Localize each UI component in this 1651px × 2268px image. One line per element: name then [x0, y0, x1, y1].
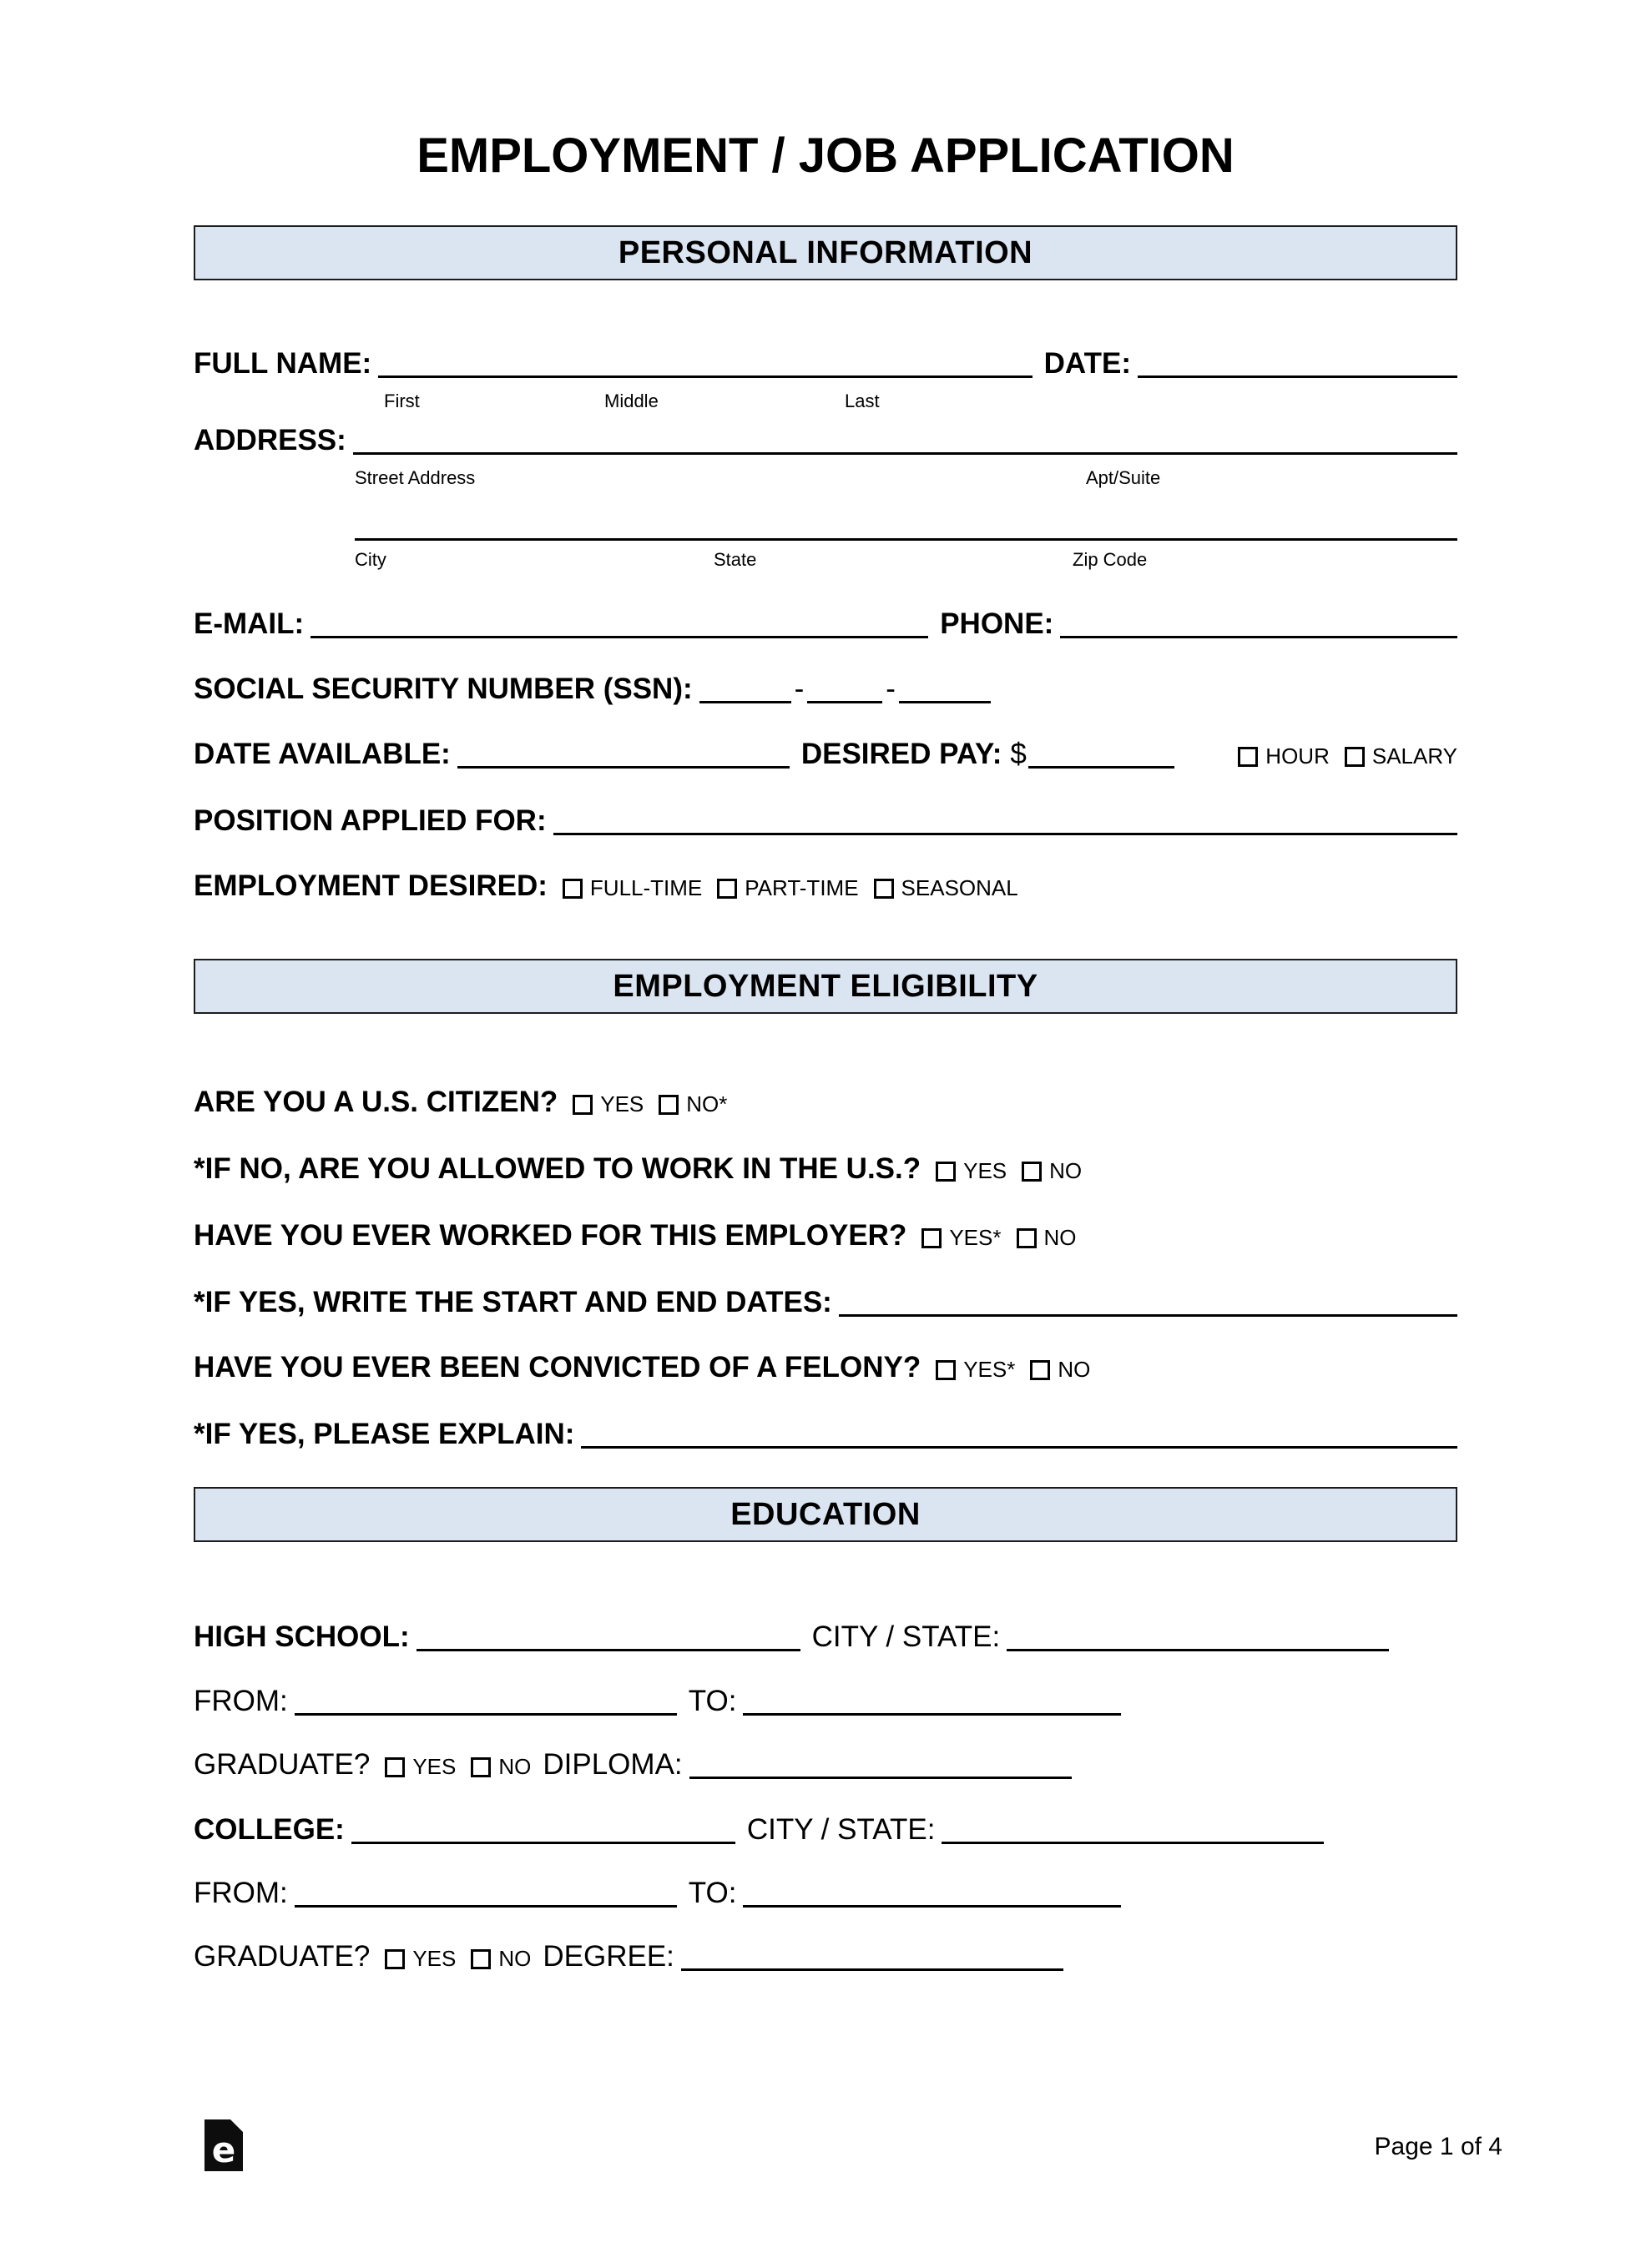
question-allowed-to-work: [194, 1151, 1457, 1189]
section-header-personal-information: [194, 225, 1457, 280]
worked-no-option: [1017, 1217, 1077, 1256]
question-worked-for-employer: [194, 1217, 1457, 1256]
ssn-part1-input-line[interactable]: [699, 678, 791, 703]
section-header-label: EDUCATION: [730, 1496, 921, 1532]
question-label: HAVE YOU EVER BEEN CONVICTED OF A FELONY?: [194, 1351, 921, 1383]
hour-label: HOUR: [1265, 743, 1330, 769]
seasonal-label: SEASONAL: [901, 875, 1018, 900]
address-sublabels-row1: [194, 467, 1457, 489]
full-time-checkbox[interactable]: [563, 879, 583, 899]
hs-graduate-no-label: NO: [498, 1754, 532, 1779]
seasonal-checkbox[interactable]: [874, 879, 894, 899]
worked-yes-checkbox[interactable]: [921, 1228, 942, 1248]
question-felony: [194, 1349, 1457, 1388]
apt-suite-sublabel: Apt/Suite: [1086, 467, 1161, 488]
form-row-ssn: [194, 671, 1457, 708]
hs-graduate-yes-label: YES: [412, 1754, 457, 1779]
pay-hour-option: [1238, 736, 1330, 774]
employment-desired-label: EMPLOYMENT DESIRED:: [194, 869, 548, 902]
diploma-input-line[interactable]: [689, 1754, 1072, 1779]
position-input-line[interactable]: [553, 810, 1457, 835]
allowed-no-label: NO: [1049, 1158, 1083, 1183]
date-input-line[interactable]: [1138, 353, 1457, 378]
degree-label: DEGREE:: [543, 1940, 674, 1973]
college-graduate-no-checkbox[interactable]: [471, 1949, 491, 1969]
felony-explain-input-line[interactable]: [581, 1424, 1457, 1449]
ssn-part2-input-line[interactable]: [807, 678, 882, 703]
street-address-input-line[interactable]: [353, 430, 1457, 455]
hs-graduate-yes-option: [385, 1746, 456, 1785]
ssn-separator-1: -: [794, 673, 805, 705]
hs-city-state-input-line[interactable]: [1007, 1626, 1389, 1651]
full-time-option: [563, 868, 702, 906]
form-row-address-line2: [194, 511, 1457, 536]
hs-graduate-no-checkbox[interactable]: [471, 1757, 491, 1777]
college-from-label: FROM:: [194, 1877, 288, 1909]
part-time-label: PART-TIME: [745, 875, 859, 900]
pay-salary-option: [1345, 736, 1457, 774]
allowed-no-checkbox[interactable]: [1022, 1162, 1042, 1182]
college-graduate-yes-label: YES: [412, 1946, 457, 1971]
high-school-label: HIGH SCHOOL:: [194, 1620, 410, 1653]
hs-graduate-no-option: [471, 1746, 531, 1785]
degree-input-line[interactable]: [681, 1946, 1063, 1971]
college-input-line[interactable]: [351, 1819, 735, 1844]
high-school-input-line[interactable]: [417, 1626, 800, 1651]
start-end-dates-input-line[interactable]: [839, 1292, 1457, 1317]
page-title: EMPLOYMENT / JOB APPLICATION: [417, 129, 1234, 183]
first-name-sublabel: First: [384, 391, 420, 411]
hs-graduate-yes-checkbox[interactable]: [385, 1757, 405, 1777]
full-time-label: FULL-TIME: [589, 875, 703, 900]
date-available-input-line[interactable]: [457, 743, 790, 769]
college-city-state-label: CITY / STATE:: [746, 1813, 936, 1846]
citizen-no-option: [659, 1084, 727, 1122]
state-sublabel: State: [714, 549, 757, 570]
college-graduate-no-option: [471, 1938, 531, 1977]
part-time-checkbox[interactable]: [717, 879, 737, 899]
form-row-email-phone: [194, 606, 1457, 643]
hs-graduate-label: GRADUATE?: [194, 1748, 371, 1781]
section-header-label: PERSONAL INFORMATION: [618, 234, 1033, 270]
college-graduate-yes-checkbox[interactable]: [385, 1949, 405, 1969]
form-row-employment-desired: [194, 868, 1457, 906]
address-sublabels-row2: [194, 549, 1457, 571]
salary-label: SALARY: [1371, 743, 1457, 769]
form-row-high-school: [194, 1619, 1457, 1656]
question-label: HAVE YOU EVER WORKED FOR THIS EMPLOYER?: [194, 1219, 907, 1252]
allowed-yes-label: YES: [963, 1158, 1007, 1183]
felony-no-checkbox[interactable]: [1030, 1360, 1050, 1380]
position-applied-for-label: POSITION APPLIED FOR:: [194, 804, 547, 837]
allowed-yes-option: [936, 1151, 1007, 1189]
address-label: ADDRESS:: [194, 424, 346, 456]
section-header-label: EMPLOYMENT ELIGIBILITY: [613, 968, 1038, 1004]
street-address-sublabel: Street Address: [355, 467, 476, 488]
college-to-input-line[interactable]: [743, 1882, 1121, 1908]
felony-yes-checkbox[interactable]: [936, 1360, 956, 1380]
hs-to-label: TO:: [688, 1685, 737, 1717]
section-header-employment-eligibility: [194, 959, 1457, 1014]
question-label: *IF NO, ARE YOU ALLOWED TO WORK IN THE U.S.?: [194, 1152, 921, 1185]
hs-from-label: FROM:: [194, 1685, 288, 1717]
felony-yes-label: YES*: [963, 1357, 1016, 1382]
ssn-part3-input-line[interactable]: [899, 678, 991, 703]
question-label: *IF YES, WRITE THE START AND END DATES:: [194, 1286, 832, 1318]
question-label: *IF YES, PLEASE EXPLAIN:: [194, 1418, 575, 1450]
salary-checkbox[interactable]: [1345, 747, 1365, 767]
desired-pay-label: DESIRED PAY:: [800, 738, 1002, 770]
question-label: ARE YOU A U.S. CITIZEN?: [194, 1086, 558, 1118]
hs-city-state-label: CITY / STATE:: [811, 1620, 1001, 1653]
full-name-input-line[interactable]: [378, 353, 1032, 378]
worked-no-label: NO: [1043, 1225, 1077, 1250]
form-row-position: [194, 803, 1457, 839]
hs-to-input-line[interactable]: [743, 1691, 1121, 1716]
date-label: DATE:: [1043, 347, 1131, 380]
college-graduate-label: GRADUATE?: [194, 1940, 371, 1973]
city-sublabel: City: [355, 549, 386, 570]
form-row-college-from-to: [194, 1875, 1457, 1912]
diploma-label: DIPLOMA:: [543, 1748, 683, 1781]
ssn-separator-2: -: [886, 673, 896, 705]
section-header-education: [194, 1487, 1457, 1542]
currency-symbol: $: [1010, 738, 1027, 770]
college-to-label: TO:: [688, 1877, 737, 1909]
college-from-input-line[interactable]: [295, 1882, 677, 1908]
form-row-college-graduate: [194, 1938, 1457, 1977]
page-number: Page 1 of 4: [1374, 2133, 1502, 2160]
seasonal-option: [874, 868, 1018, 906]
form-row-date-available-pay: [194, 736, 1457, 774]
worked-yes-option: [921, 1217, 1001, 1256]
eforms-logo-letter: e: [211, 2129, 236, 2170]
last-name-sublabel: Last: [845, 391, 880, 411]
name-sublabels: [194, 391, 1457, 412]
worked-yes-label: YES*: [949, 1225, 1002, 1250]
part-time-option: [717, 868, 858, 906]
college-label: COLLEGE:: [194, 1813, 345, 1846]
citizen-no-label: NO*: [686, 1091, 728, 1116]
question-start-end-dates: [194, 1284, 1457, 1321]
email-label: E-MAIL:: [194, 607, 305, 640]
form-row-hs-from-to: [194, 1683, 1457, 1720]
college-graduate-no-label: NO: [498, 1946, 532, 1971]
worked-no-checkbox[interactable]: [1017, 1228, 1037, 1248]
desired-pay-input-line[interactable]: [1028, 743, 1174, 769]
question-felony-explain: [194, 1416, 1457, 1453]
form-row-full-name: [194, 345, 1457, 382]
felony-yes-option: [936, 1349, 1015, 1388]
date-available-label: DATE AVAILABLE:: [194, 738, 451, 770]
allowed-no-option: [1022, 1151, 1082, 1189]
citizen-yes-checkbox[interactable]: [573, 1095, 593, 1115]
middle-name-sublabel: Middle: [604, 391, 659, 411]
college-city-state-input-line[interactable]: [942, 1819, 1324, 1844]
zip-code-sublabel: Zip Code: [1073, 549, 1148, 570]
felony-no-option: [1030, 1349, 1090, 1388]
hour-checkbox[interactable]: [1238, 747, 1258, 767]
form-row-college: [194, 1812, 1457, 1848]
city-state-zip-input-line[interactable]: [355, 516, 1457, 541]
application-form-page: [0, 129, 1651, 2268]
full-name-label: FULL NAME:: [194, 347, 372, 380]
ssn-label: SOCIAL SECURITY NUMBER (SSN):: [194, 673, 693, 705]
phone-input-line[interactable]: [1060, 613, 1457, 638]
hs-from-input-line[interactable]: [295, 1691, 677, 1716]
college-graduate-yes-option: [385, 1938, 456, 1977]
citizen-yes-label: YES: [600, 1091, 644, 1116]
question-us-citizen: [194, 1084, 1457, 1122]
citizen-no-checkbox[interactable]: [659, 1095, 679, 1115]
email-input-line[interactable]: [311, 613, 928, 638]
phone-label: PHONE:: [940, 607, 1054, 640]
citizen-yes-option: [573, 1084, 644, 1122]
felony-no-label: NO: [1058, 1357, 1091, 1382]
form-row-address: [194, 422, 1457, 459]
allowed-yes-checkbox[interactable]: [936, 1162, 956, 1182]
form-row-hs-graduate: [194, 1746, 1457, 1785]
eforms-logo: [204, 2119, 243, 2171]
